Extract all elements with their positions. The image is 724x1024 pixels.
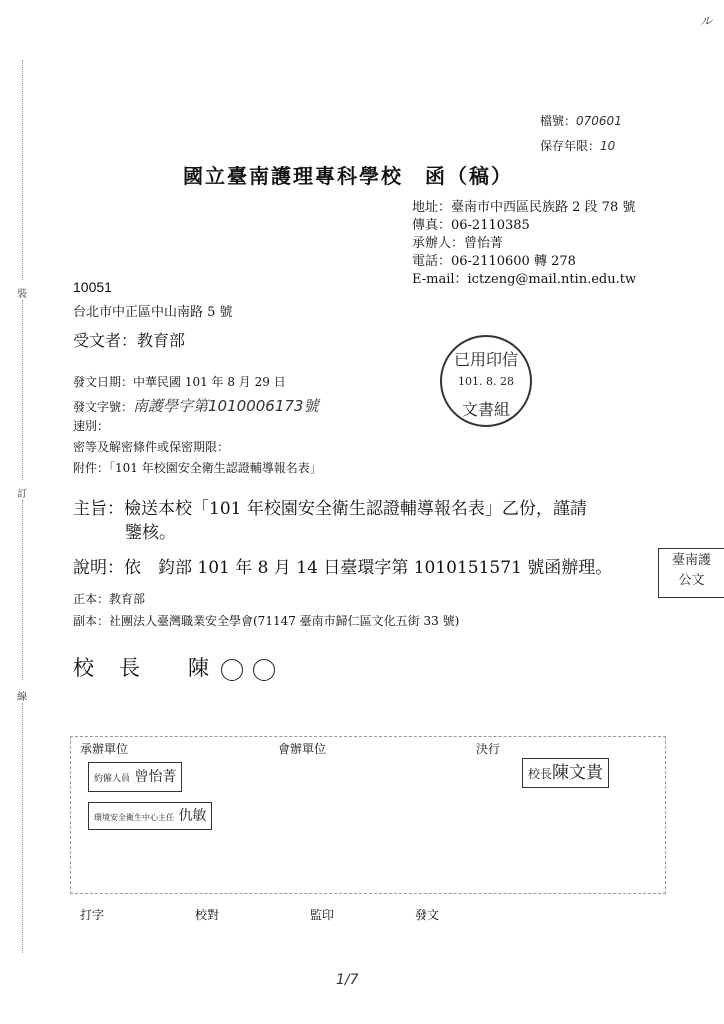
recipient: 受文者：教育部 (73, 331, 186, 350)
principal-seal-name: 陳文貴 (552, 763, 604, 783)
handler-seal (88, 762, 182, 792)
issue-speed: 速別： (73, 419, 110, 433)
postal-code: 10051 (73, 279, 112, 295)
contact-fax: 傳真：06-2110385 (412, 218, 530, 233)
center-director-seal-title: 環境安全衛生中心主任 (94, 813, 174, 822)
binding-line-top (22, 60, 23, 280)
co-handling-unit-label: 會辦單位 (278, 742, 327, 756)
institution-stamp (658, 548, 724, 598)
binding-line-bottom (22, 703, 23, 953)
handling-unit-label: 承辦單位 (80, 742, 129, 756)
issue-number-value: 南護學字第1010006173號 (133, 397, 319, 415)
margin-label-xian: 線 (17, 692, 27, 703)
footer-proofreading: 校對 (195, 908, 220, 922)
handler-seal-title: 約僱人員 (94, 774, 131, 784)
page-mark: 1/7 (336, 972, 359, 988)
margin-label-zhuang: 裝 (17, 289, 27, 300)
archive-label: 檔號： (540, 114, 577, 128)
name-circle-2 (253, 659, 275, 681)
footer-dispatch: 發文 (415, 908, 440, 922)
institution-stamp-line1: 臺南護 (671, 553, 711, 568)
subject-line-1: 主旨：檢送本校「101 年校園安全衛生認證輔導報名表」乙份，謹請 (73, 499, 587, 519)
recipient-address: 台北市中正區中山南路 5 號 (73, 305, 233, 320)
principal-seal-title: 校長 (528, 767, 553, 781)
copy-main: 正本：教育部 (73, 592, 146, 606)
contact-phone: 電話：06-2110600 轉 278 (412, 254, 576, 269)
binding-line-lower (22, 500, 23, 680)
issue-attachment: 附件：「101 年校園安全衛生認證輔導報名表」 (73, 461, 322, 475)
description: 說明：依 鈞部 101 年 8 月 14 日臺環字第 1010151571 號函辦理。 (73, 558, 613, 578)
contact-handler: 承辦人：曾怡菁 (412, 236, 504, 251)
seal-line2: 101. 8. 28 (458, 375, 514, 388)
center-director-seal-name: 仇敏 (178, 808, 207, 824)
document-title: 國立臺南護理專科學校 函（稿） (183, 164, 513, 188)
issue-number (73, 395, 318, 416)
archive-number (540, 112, 622, 129)
issue-number-label: 發文字號： (73, 400, 134, 414)
copy-cc: 副本：社團法人臺灣職業安全學會(71147 臺南市歸仁區文化五街 33 號) (73, 614, 460, 628)
corner-mark: ル (700, 14, 713, 28)
principal-label: 校 長 陳 (73, 656, 211, 680)
issue-date: 發文日期：中華民國 101 年 8 月 29 日 (73, 375, 286, 389)
binding-line-middle (22, 300, 23, 480)
received-seal-stamp (440, 335, 532, 427)
footer-typing: 打字 (80, 908, 105, 922)
principal-seal (522, 758, 609, 788)
archive-value: 070601 (576, 114, 622, 128)
keep-label: 保存年限： (540, 139, 601, 153)
contact-address: 地址：臺南市中西區民族路 2 段 78 號 (412, 200, 636, 215)
subject-line-2: 鑒核。 (125, 523, 176, 543)
name-circle-1 (221, 659, 243, 681)
keep-period (540, 137, 615, 154)
issue-security: 密等及解密條件或保密期限： (73, 440, 230, 454)
institution-stamp-line2: 公文 (678, 573, 705, 588)
contact-email: E-mail：ictzeng@mail.ntin.edu.tw (412, 272, 637, 287)
handler-seal-name: 曾怡菁 (134, 769, 177, 785)
principal-line (73, 652, 275, 682)
keep-value: 10 (600, 139, 616, 153)
margin-label-ding: 訂 (17, 489, 27, 500)
footer-seal-supervision: 監印 (310, 908, 335, 922)
seal-line3: 文書組 (461, 400, 510, 419)
seal-line1: 已用印信 (453, 350, 518, 369)
center-director-seal (88, 802, 212, 830)
final-decision-label: 決行 (476, 742, 501, 756)
